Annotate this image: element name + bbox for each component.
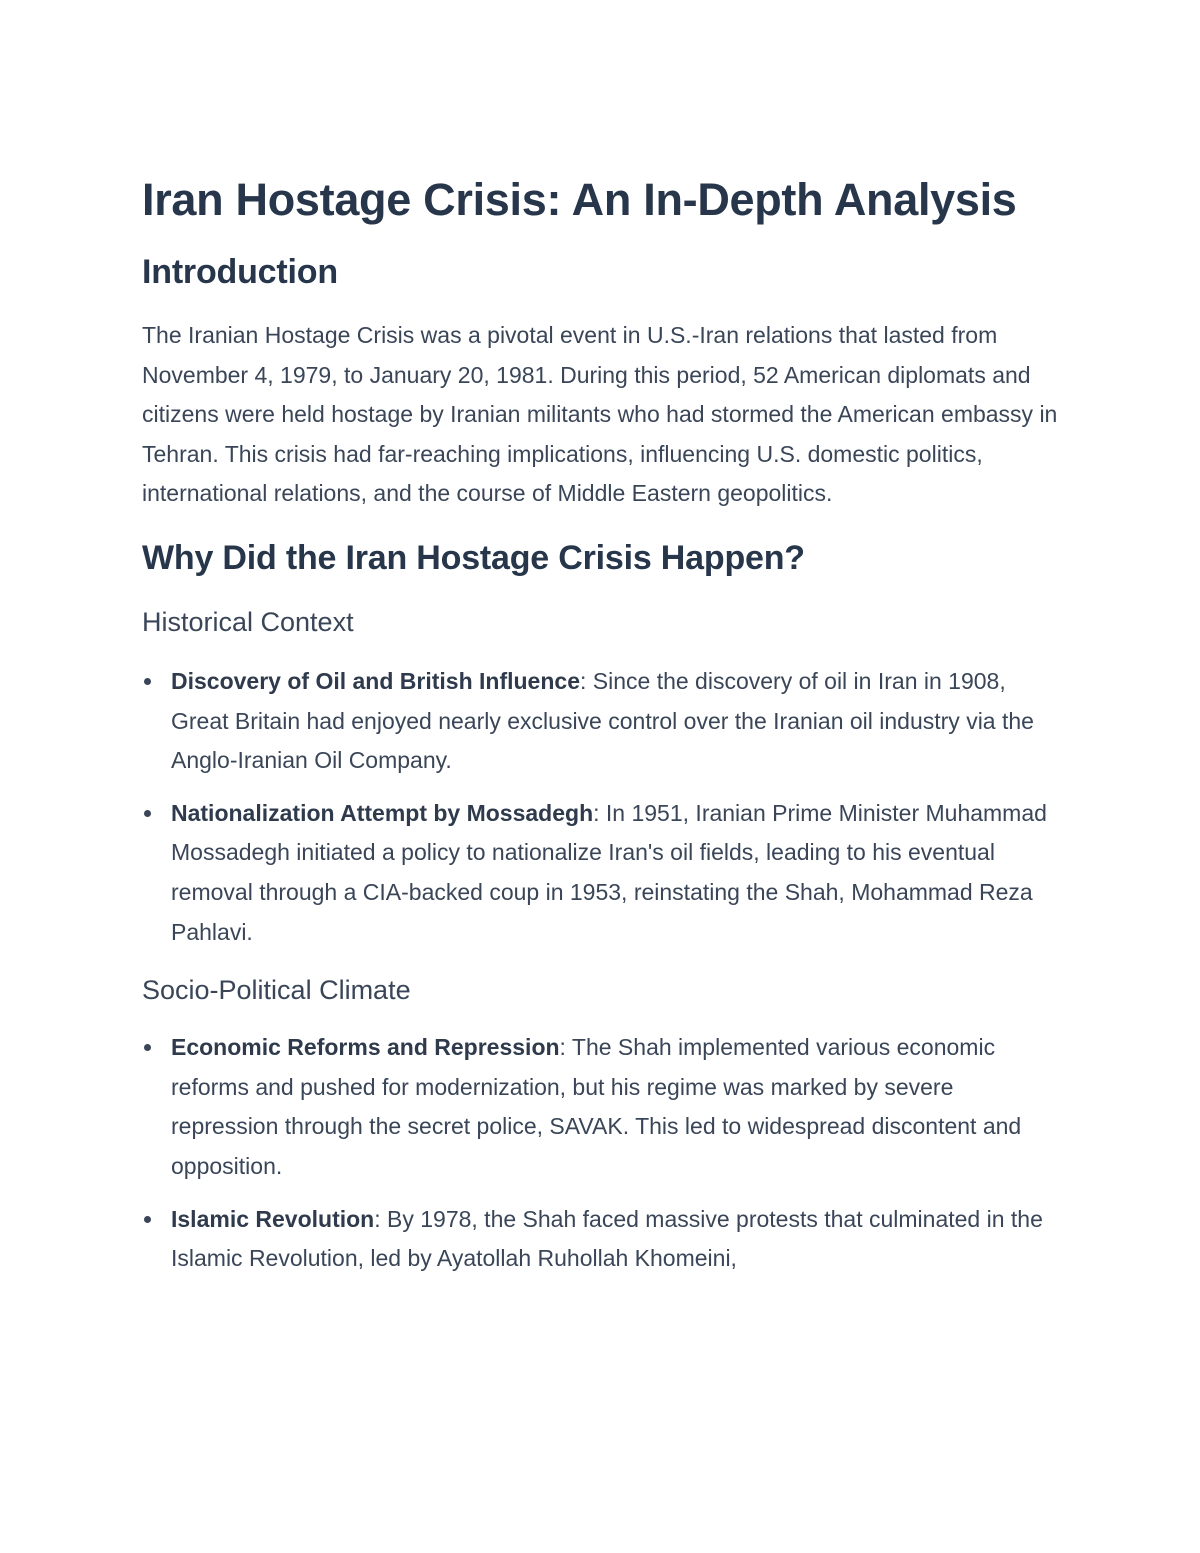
introduction-heading: Introduction [142,253,338,291]
list-item-term: Nationalization Attempt by Mossadegh [171,799,594,826]
why-heading: Why Did the Iran Hostage Crisis Happen? [142,538,805,577]
list-item-text: : By 1978, the Shah faced massive protests that culminated in the Islamic Revolution, led by Ayatollah Ruhollah Khomeini, [171,1205,1043,1272]
list-item-text: : Since the discovery of oil in Iran in 1908, Great Britain had enjoyed nearly exclusive control over the Iranian oil industry via the Anglo-Iranian Oil Company. [171,667,1034,774]
list-item-text: : In 1951, Iranian Prime Minister Muhammad Mossadegh initiated a policy to nationalize Iran's oil fields, leading to his eventual removal through a CIA-backed coup in 1953, reinstating the Shah, Mohammad Reza Pahlavi. [171,799,1047,945]
socio-political-heading: Socio-Political Climate [142,975,411,1006]
list-item-text: : The Shah implemented various economic reforms and pushed for modernization, but his regime was marked by severe repression through the secret police, SAVAK. This led to widespread discontent and opposition. [171,1034,1022,1179]
introduction-paragraph: The Iranian Hostage Crisis was a pivotal event in U.S.-Iran relations that lasted from November 4, 1979, to January 20, 1981. During this period, 52 American diplomats and citizens were held hostage by Iranian militants who had stormed the American embassy in Tehran. This crisis had far-reaching implications, influencing U.S. domestic politics, international relations, and the course of Middle Eastern geopolitics. [142,322,1058,507]
list-item-term: Discovery of Oil and British Influence [171,667,580,694]
historical-context-heading: Historical Context [142,606,354,637]
list-item [142,662,1062,781]
list-item [142,794,1062,952]
list-item [142,1200,1062,1279]
socio-political-list [142,1028,1062,1279]
document-page [142,168,1062,1279]
document-title: Iran Hostage Crisis: An In-Depth Analysis [142,174,1017,225]
list-item-term: Economic Reforms and Repression [171,1034,560,1061]
list-item-term: Islamic Revolution [171,1205,375,1232]
list-item [142,1028,1062,1186]
historical-context-list [142,662,1062,952]
